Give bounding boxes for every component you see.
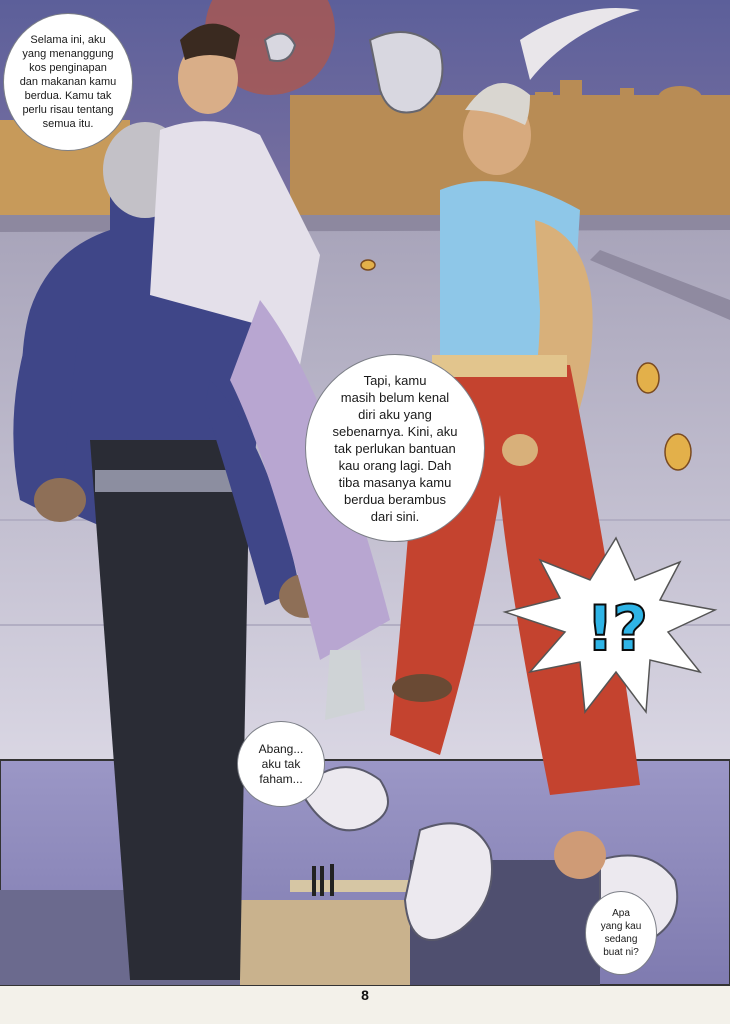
page-number: 8 (361, 987, 369, 1003)
sound-effect: !? (585, 591, 647, 665)
speech-bubble-center (306, 355, 484, 541)
speech-bubble-bottom-right (586, 892, 656, 974)
speech-text-bottom-left: Abang... aku tak faham... (258, 741, 304, 786)
speech-bubble-bottom-left (238, 722, 324, 806)
speech-bubble-top-left (4, 14, 132, 150)
speech-text-bottom-right: Apa yang kau sedang buat ni? (600, 908, 642, 958)
speech-text-top-left: Selama ini, aku yang menanggung kos penginapan dan makanan kamu berdua. Kamu tak perlu risau tentang semua itu. (19, 34, 117, 130)
speech-text-center: Tapi, kamu masih belum kenal diri aku yang sebenarnya. Kini, aku tak perlukan bantuan kau orang lagi. Dah tiba masanya kamu berdua berambus dari sini. (332, 372, 458, 524)
distant-figures (312, 864, 334, 896)
